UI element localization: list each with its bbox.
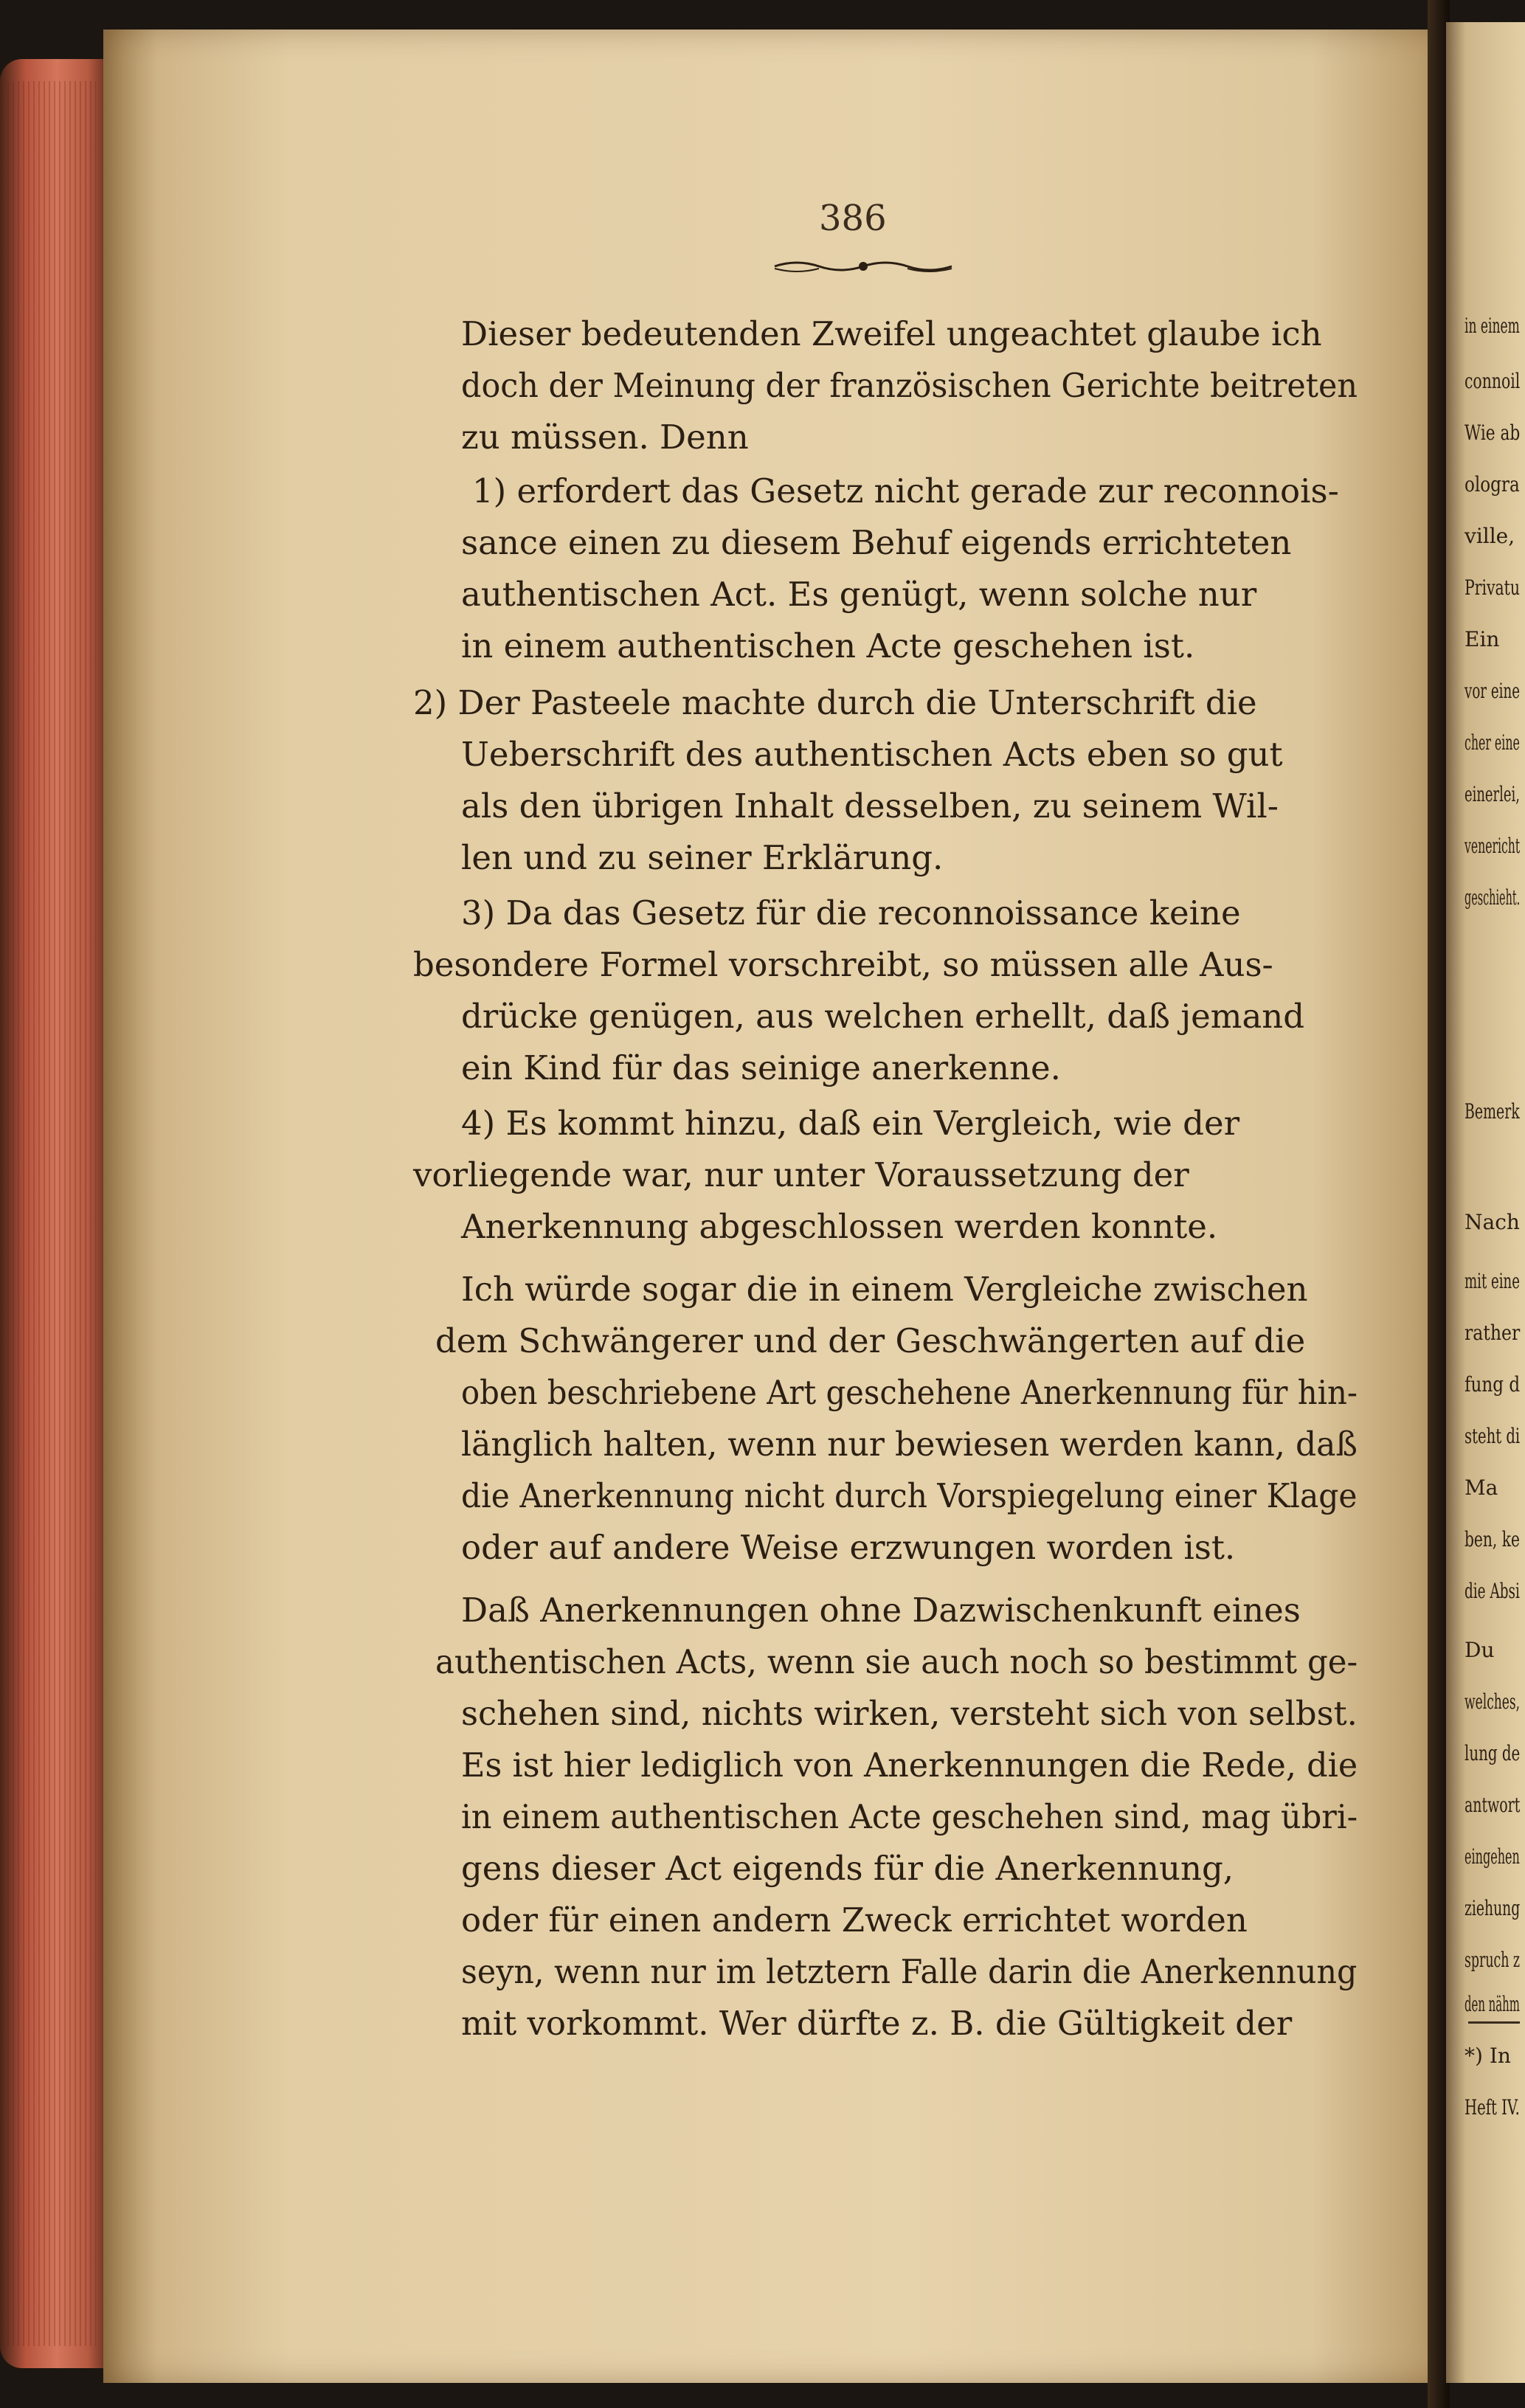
text-line: 2) Der Pasteele machte durch die Unterschrift die [413, 683, 1257, 722]
text-line: zu müssen. Denn [461, 418, 749, 457]
page-edge-texture [7, 81, 96, 2346]
page-number: 386 [819, 198, 887, 239]
neighbouring-page-fragment: ben, ke [1465, 1527, 1520, 1551]
neighbouring-page-fragment: ologra [1465, 472, 1520, 497]
neighbouring-page-fragment: antwort [1465, 1793, 1521, 1817]
neighbouring-page-fragment: connoil [1465, 369, 1521, 393]
neighbouring-page-fragment: Du [1465, 1638, 1495, 1662]
neighbouring-page-fragment: Ein [1465, 627, 1500, 651]
neighbouring-page-fragment: cher eine [1465, 730, 1520, 755]
text-line: Ich würde sogar die in einem Vergleiche zwischen [461, 1270, 1308, 1309]
neighbouring-page-fragment: venericht [1465, 834, 1521, 858]
neighbouring-page-fragment: ziehung [1465, 1896, 1521, 1920]
neighbouring-page-fragment: Wie ab [1465, 421, 1521, 445]
text-line: drücke genügen, aus welchen erhellt, daß jemand [461, 997, 1305, 1036]
text-line: 3) Da das Gesetz für die reconnoissance keine [461, 893, 1241, 933]
text-line: mit vorkommt. Wer dürfte z. B. die Gültigkeit der [461, 2004, 1293, 2043]
neighbouring-page-fragment: steht di [1465, 1424, 1521, 1448]
neighbouring-page-fragment: *) In [1465, 2044, 1511, 2068]
neighbouring-page-fragment: rather [1465, 1321, 1521, 1345]
text-line: in einem authentischen Acte geschehen sind, mag übri- [461, 1797, 1358, 1836]
neighbouring-page-fragment: Bemerk [1465, 1099, 1520, 1124]
neighbouring-page-fragment: vor eine [1465, 679, 1521, 703]
text-line: schehen sind, nichts wirken, versteht sich von selbst. [461, 1694, 1358, 1733]
text-line: vorliegende war, nur unter Voraussetzung der [413, 1155, 1189, 1194]
ornament-rule [767, 255, 959, 277]
text-line: doch der Meinung der französischen Gerichte beitreten [461, 366, 1358, 405]
text-line: Es ist hier lediglich von Anerkennungen die Rede, die [461, 1746, 1358, 1785]
text-line: dem Schwängerer und der Geschwängerten auf die [435, 1321, 1306, 1360]
text-line: sance einen zu diesem Behuf eigends errichteten [461, 523, 1292, 562]
text-line: len und zu seiner Erklärung. [461, 838, 944, 877]
text-line: oder auf andere Weise erzwungen worden ist. [461, 1528, 1236, 1567]
neighbouring-page-fragment: ville, [1465, 524, 1515, 548]
text-line: besondere Formel vorschreibt, so müssen alle Aus- [413, 945, 1273, 984]
text-line: länglich halten, wenn nur bewiesen werden kann, daß [461, 1425, 1358, 1464]
footnote-rule [1468, 2021, 1520, 2024]
text-line: 4) Es kommt hinzu, daß ein Vergleich, wie der [461, 1104, 1240, 1143]
text-line: als den übrigen Inhalt desselben, zu seinem Wil- [461, 786, 1279, 826]
text-line: die Anerkennung nicht durch Vorspiegelung einer Klage [461, 1476, 1358, 1515]
neighbouring-page-fragment: einerlei, [1465, 782, 1520, 806]
text-line: authentischen Acts, wenn sie auch noch so bestimmt ge- [435, 1642, 1358, 1681]
neighbouring-page-fragment: geschieht. [1465, 885, 1521, 910]
neighbouring-page-fragment: lung de [1465, 1741, 1521, 1765]
neighbouring-page-fragment: die Absi [1465, 1579, 1520, 1603]
neighbouring-page-fragment: den nähm [1465, 1992, 1520, 2016]
text-line: Daß Anerkennungen ohne Dazwischenkunft eines [461, 1591, 1301, 1630]
neighbouring-page-fragment: mit eine [1465, 1269, 1520, 1293]
text-line: Dieser bedeutenden Zweifel ungeachtet glaube ich [461, 314, 1322, 353]
neighbouring-page-fragment: in einem [1465, 314, 1520, 338]
neighbouring-page-fragment: Privatu [1465, 575, 1520, 600]
text-line: oben beschriebene Art geschehene Anerkennung für hin- [461, 1373, 1358, 1412]
neighbouring-page-fragment: Nach [1465, 1210, 1520, 1234]
text-line: seyn, wenn nur im letztern Falle darin die Anerkennung [461, 1952, 1358, 1991]
neighbouring-page-fragment: welches, [1465, 1689, 1521, 1714]
neighbouring-page-fragment: Heft IV. [1465, 2095, 1520, 2120]
text-line: ein Kind für das seinige anerkenne. [461, 1048, 1061, 1087]
text-line: in einem authentischen Acte geschehen ist. [461, 626, 1195, 665]
neighbouring-page-fragment: eingehen [1465, 1844, 1520, 1869]
text-line: Ueberschrift des authentischen Acts eben so gut [461, 735, 1283, 774]
neighbouring-page-fragment: spruch z [1465, 1948, 1521, 1972]
text-line: Anerkennung abgeschlossen werden konnte. [461, 1207, 1218, 1246]
text-line: oder für einen andern Zweck errichtet worden [461, 1900, 1248, 1940]
neighbouring-page-fragment: fung d [1465, 1372, 1521, 1397]
text-line: authentischen Act. Es genügt, wenn solche nur [461, 575, 1257, 614]
text-line: gens dieser Act eigends für die Anerkennung, [461, 1849, 1234, 1888]
text-line: 1) erfordert das Gesetz nicht gerade zur reconnois- [472, 471, 1339, 511]
neighbouring-page-fragment: Ma [1465, 1475, 1498, 1500]
